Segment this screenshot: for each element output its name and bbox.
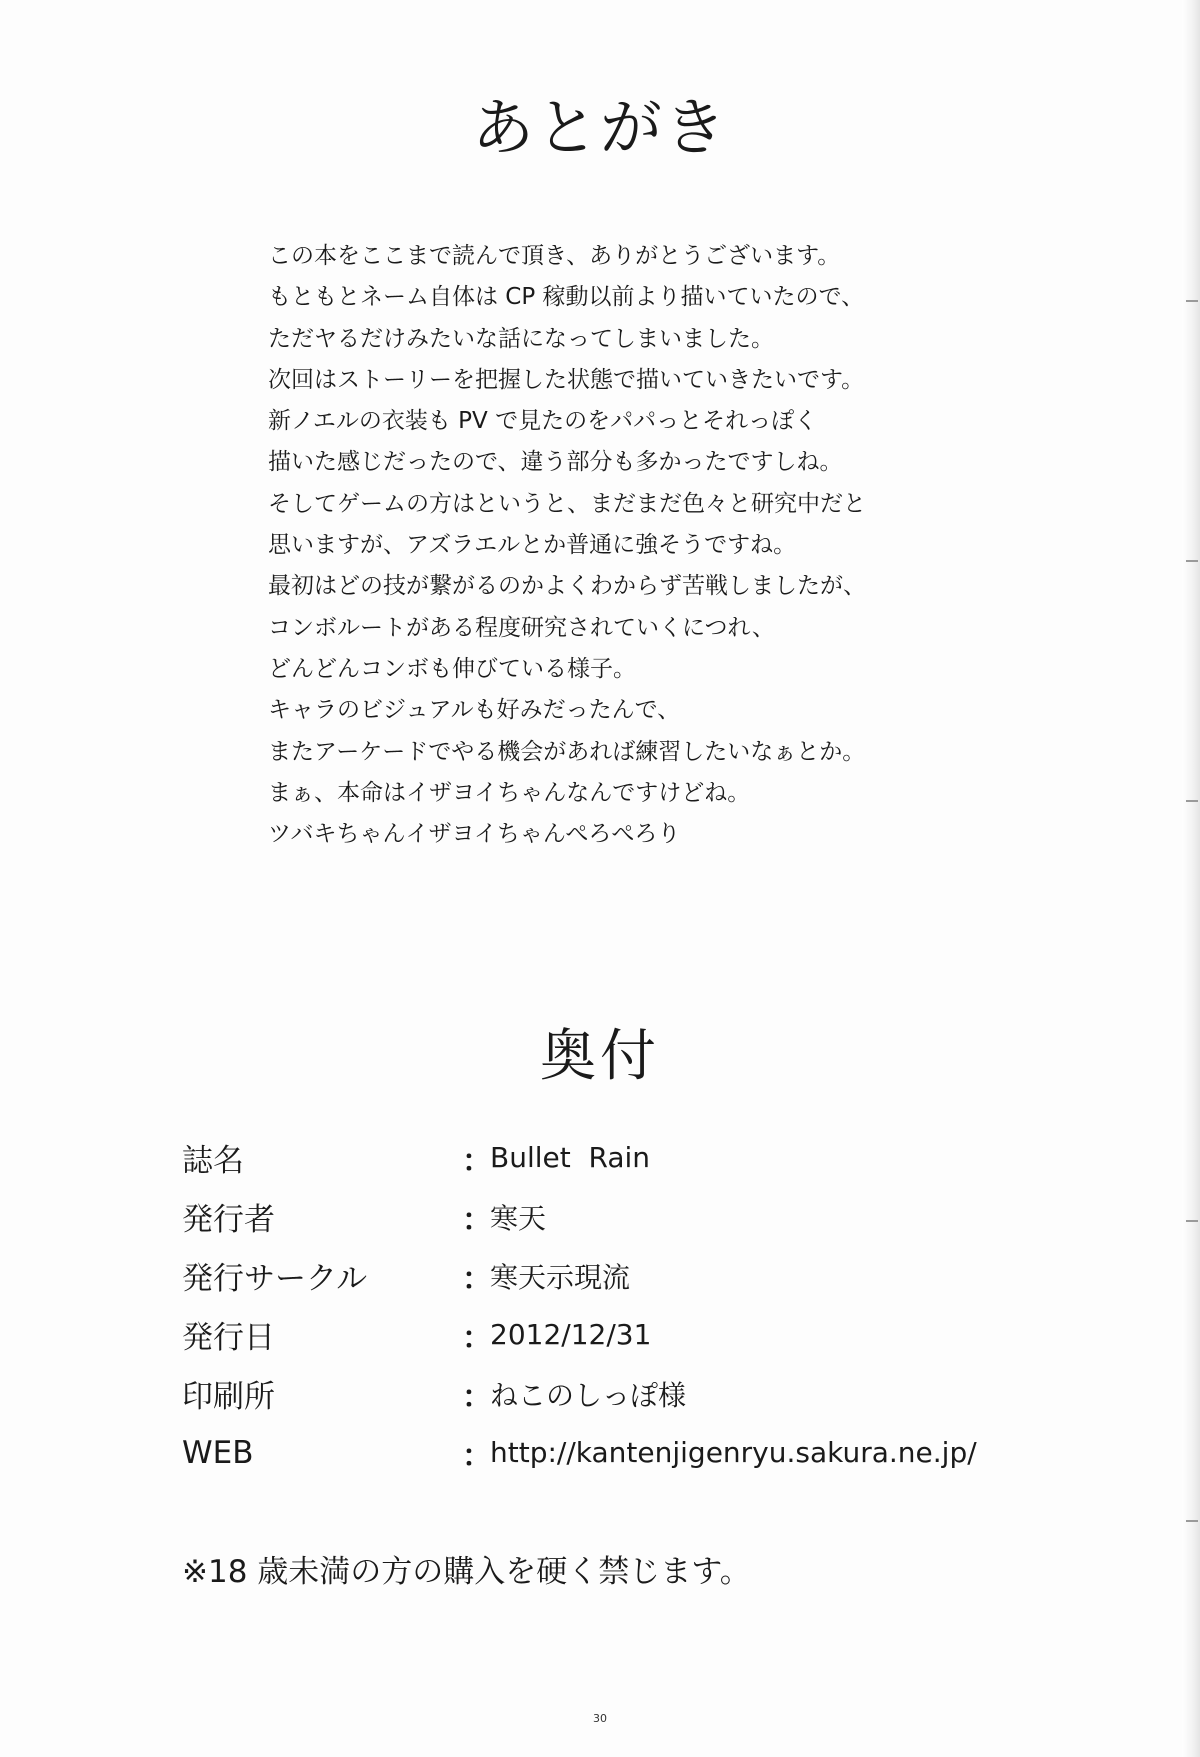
colophon-separator: ： [462, 1320, 492, 1356]
colophon-row-title [182, 1128, 1042, 1187]
colophon-value: Bullet Rain [490, 1141, 651, 1174]
colophon-separator: ： [462, 1202, 492, 1238]
colophon-row-circle [182, 1246, 1042, 1305]
edge-mark [1186, 1220, 1198, 1222]
colophon-value: 寒天示現流 [490, 1260, 631, 1294]
page-number: 30 [593, 1712, 607, 1725]
colophon-value: 寒天 [490, 1201, 547, 1235]
afterword-line: 新ノエルの衣装も PV で見たのをパパっとそれっぽく [268, 408, 818, 435]
afterword-line: そしてゲームの方はというと、まだまだ色々と研究中だと [268, 490, 866, 517]
afterword-line: 描いた感じだったので、違う部分も多かったですしね。 [268, 449, 843, 476]
afterword-line: コンボルートがある程度研究されていくにつれ、 [268, 614, 775, 641]
age-restriction-notice: ※18 歳未満の方の購入を硬く禁じます。 [182, 1554, 751, 1590]
colophon-label: 印刷所 [182, 1379, 275, 1415]
colophon-table [182, 1128, 1042, 1482]
page-edge [1182, 0, 1200, 1757]
afterword-line: 思いますが、アズラエルとか普通に強そうですね。 [268, 532, 797, 559]
web-url: http://kantenjigenryu.sakura.ne.jp/ [490, 1436, 977, 1469]
colophon-value: 2012/12/31 [490, 1318, 652, 1351]
colophon-label: WEB [182, 1434, 254, 1471]
afterword-line: キャラのビジュアルも好みだったんで、 [268, 697, 681, 724]
edge-mark [1186, 1520, 1198, 1522]
afterword-line: どんどんコンボも伸びている様子。 [268, 655, 636, 682]
afterword-line: 最初はどの技が繋がるのかよくわからず苦戦しましたが、 [268, 573, 866, 600]
afterword-line: まぁ、本命はイザヨイちゃんなんですけどね。 [268, 779, 751, 806]
colophon-label: 発行者 [182, 1202, 275, 1238]
afterword-line: もともとネーム自体は CP 稼動以前より描いていたので、 [268, 284, 865, 311]
colophon-label: 発行サークル [182, 1261, 368, 1297]
afterword-title: あとがき [471, 91, 728, 164]
afterword-line: またアーケードでやる機会があれば練習したいなぁとか。 [268, 738, 866, 765]
afterword-line: 次回はストーリーを把握した状態で描いていきたいです。 [268, 366, 865, 393]
colophon-title: 奥付 [540, 1024, 660, 1089]
afterword-line: ツバキちゃんイザヨイちゃんぺろぺろり [268, 821, 681, 848]
colophon-label: 発行日 [182, 1320, 275, 1356]
colophon-label: 誌名 [182, 1143, 244, 1179]
colophon-row-date [182, 1305, 1042, 1364]
edge-mark [1186, 560, 1198, 562]
colophon-value: ねこのしっぽ様 [490, 1378, 687, 1412]
colophon-separator: ： [462, 1379, 492, 1415]
colophon-row-publisher [182, 1187, 1042, 1246]
colophon-separator: ： [462, 1261, 492, 1297]
afterword-line: ただヤるだけみたいな話になってしまいました。 [268, 325, 774, 352]
afterword-body [268, 236, 968, 855]
afterword-line: この本をここまで読んで頂き、ありがとうございます。 [268, 243, 841, 269]
edge-mark [1186, 300, 1198, 302]
colophon-separator: ： [462, 1143, 492, 1179]
colophon-row-web [182, 1423, 1042, 1482]
colophon-row-printer [182, 1364, 1042, 1423]
colophon-separator: ： [462, 1438, 492, 1474]
edge-mark [1186, 800, 1198, 802]
